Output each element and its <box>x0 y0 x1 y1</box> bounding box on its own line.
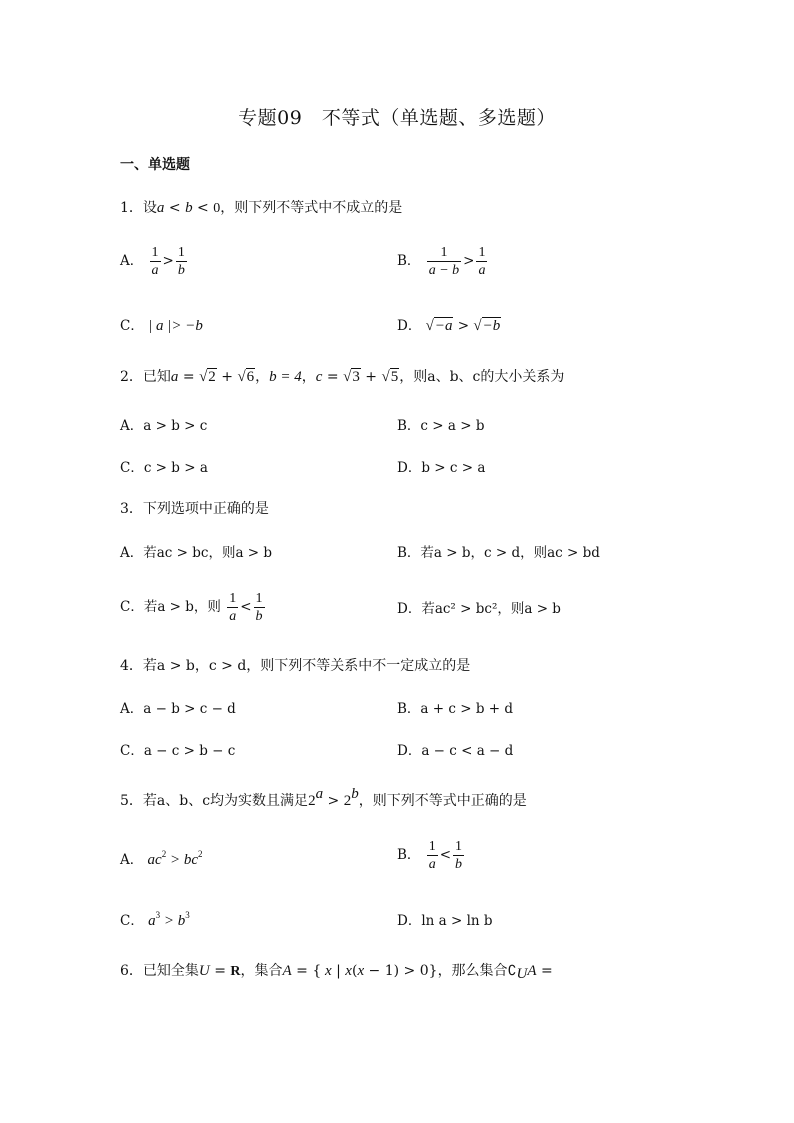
question-6-stem: 6．已知全集U = R，集合A = { x | x(x − 1) > 0}，那么集合$∁_UA$ = <box>120 963 553 982</box>
question-3-option-b: B．若a > b，c > d，则ac > bd <box>397 545 600 561</box>
question-5-stem: 5．若a、b、c均为实数且满足$2^a > 2^b$，则下列不等式中正确的是 <box>120 786 527 809</box>
question-3-option-d: D．若ac² > bc²，则a > b <box>397 601 561 617</box>
question-1-option-c: C． | a |> −b <box>120 318 203 334</box>
question-1-option-d: D． √−a > √−b <box>397 318 501 334</box>
question-1-stem: 1．设a < b < 0，则下列不等式中不成立的是 <box>120 200 403 216</box>
question-5-option-c: C． $a^3 > b^3$ <box>120 910 190 929</box>
question-4-option-b: B．a + c > b + d <box>397 701 513 717</box>
question-3-stem: 3．下列选项中正确的是 <box>120 501 269 517</box>
question-5-option-d: D．ln a > ln b <box>397 913 493 929</box>
question-1-option-b: B． $\frac{1}{a - b}$ > $\frac{1}{a}$ <box>397 245 486 278</box>
question-2-option-b: B．c > a > b <box>397 418 485 434</box>
question-1-option-a: A． $\frac{1}{a}$ > $\frac{1}{b}$ <box>120 245 185 278</box>
question-2-option-a: A．a > b > c <box>120 418 208 434</box>
question-4-option-d: D．a − c < a − d <box>397 743 514 759</box>
page-title: 专题09 不等式（单选题、多选题） <box>238 107 556 129</box>
question-2-option-c: C．c > b > a <box>120 460 208 476</box>
question-4-option-a: A．a − b > c − d <box>120 701 236 717</box>
question-3-option-c: C．若a > b，则 $\frac{1}{a}$ < $\frac{1}{b}$ <box>120 591 263 624</box>
question-4-stem: 4．若a > b，c > d，则下列不等关系中不一定成立的是 <box>120 658 471 674</box>
question-2-stem: 2．已知a = √2 + √6，b = 4，c = √3 + √5，则a、b、c的大小关系为 <box>120 369 565 385</box>
question-2-option-d: D．b > c > a <box>397 460 486 476</box>
question-3-option-a: A．若ac > bc，则a > b <box>120 545 273 561</box>
section-heading: 一、单选题 <box>120 157 190 173</box>
question-4-option-c: C．a − c > b − c <box>120 743 236 759</box>
question-5-option-b: B． $\frac{1}{a}$ < $\frac{1}{b}$ <box>397 839 463 872</box>
question-5-option-a: A． $ac^2 > bc^2$ <box>120 849 203 868</box>
